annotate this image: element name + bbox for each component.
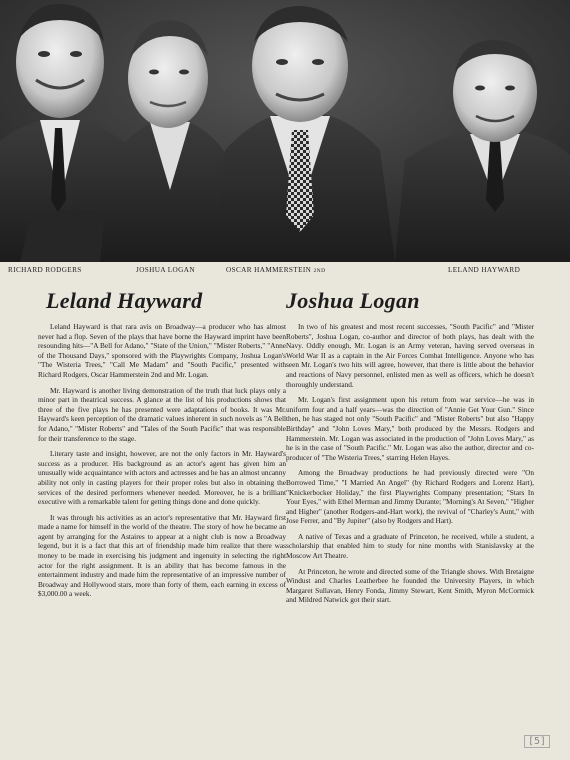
caption-name: JOSHUA LOGAN <box>136 266 195 274</box>
photo-captions <box>0 266 570 280</box>
caption-leland-hayward <box>448 266 520 274</box>
caption-richard-rodgers <box>8 266 82 274</box>
leland-hayward-paragraph-1: Leland Hayward is that rara avis on Broadway—a producer who has almost never had a flop. Seven of the plays that have borne the Hayward imprint have been resounding hits—"A Bell for Adano," "State of the Union," "Mister Roberts," "Anne of the Thousand Days," sponsored with the Playwrights Company, Joshua Logan's "The Wisteria Trees," "Call Me Madam" and "South Pacific," presented with Richard Rodgers, Oscar Hammerstein 2nd and Mr. Logan. <box>38 322 286 379</box>
caption-name: LELAND HAYWARD <box>448 266 521 274</box>
caption-joshua-logan <box>136 266 195 274</box>
caption-oscar-hammerstein <box>226 266 326 274</box>
joshua-logan-paragraph-3: Among the Broadway productions he had previously directed were "On Borrowed Time," "I Married An Angel" (by Richard Rodgers and Lorenz Hart), "Knickerbocker Holiday," the first Playwrights Company presentation; "Stars In Your Eyes," with Ethel Merman and Jimmy Durante; "Morning's At Seven," "Higher and Higher" (another Rodgers-and-Hart work), the revival of "Charley's Aunt," with Jose Ferrer, and "By Jupiter" (also by Rodgers and Hart). <box>286 468 534 526</box>
joshua-logan-column <box>286 288 534 611</box>
caption-name: RICHARD RODGERS <box>8 266 82 274</box>
leland-hayward-paragraph-4: It was through his activities as an actor's representative that Mr. Hayward first made a name for himself in the world of the theatre. The story of how he became an agent by arranging for the Astaires to appear at a night club is now a Broadway legend, but it is a fact that this art of friendship made him realize that there was money to be made in exercising his judgment and ingenuity in selecting the right actor for the right assignment. It is an ability that has become famous in the entertainment industry and made him the representative of an impressive number of Broadway and Hollywood stars, more than forty of them, each earning in excess of $3,000.00 a week. <box>38 512 286 599</box>
leland-hayward-paragraph-3: Literary taste and insight, however, are not the only factors in Mr. Hayward's success as a producer. His background as an actor's agent has given him an unusually wide acquaintance with actors and actresses and he has an almost uncanny ability not only in casting players for their proper roles but also in obtaining the services of the desired performers whenever needed. Moreover, he is a brilliant executive with a remarkable talent for getting things done and done quickly. <box>38 449 286 507</box>
joshua-logan-paragraph-2: Mr. Logan's first assignment upon his return from war service—he was in uniform four and a half years—was the direction of "Annie Get Your Gun." Since then, he has staged not only "South Pacific" and "Mister Roberts" but also "Happy Birthday" and "John Loves Mary," both produced by the Messrs. Rodgers and Hammerstein. Mr. Logan was associated in the production of "John Loves Mary," as he is in the case of "South Pacific." Mr. Logan was also the author, director and co-producer of "The Wisteria Trees," starring Helen Hayes. <box>286 395 534 462</box>
joshua-logan-paragraph-1: In two of his greatest and most recent successes, "South Pacific" and "Mister Roberts", Joshua Logan, co-author and director of both plays, has dealt with the Navy. Oddly enough, Mr. Logan is an Army veteran, having served overseas in World War II as a captain in the Air Forces Combat Intelligence. Anyone who has seen Mr. Logan's two hits will agree, however, that there is little about the behavior and reactions of Navy personnel, enlisted men as well as officers, which he doesn't thoroughly understand. <box>286 322 534 389</box>
joshua-logan-paragraph-5: At Princeton, he wrote and directed some of the Triangle shows. With Bretaigne Windust and Charles Leatherbee he founded the University Players, in which Margaret Sullavan, Henry Fonda, Jimmy Stewart, Kent Smith, Myron McCormick and Mildred Natwick got their start. <box>286 566 534 605</box>
group-photo <box>0 0 570 262</box>
joshua-logan-paragraph-4: A native of Texas and a graduate of Princeton, he received, while a student, a scholarship that enabled him to study for nine months with Stanislavsky at the Moscow Art Theatre. <box>286 531 534 561</box>
page-number: [5] <box>524 735 550 748</box>
leland-hayward-paragraph-2: Mr. Hayward is another living demonstration of the truth that luck plays only a minor part in theatrical success. A glance at the list of his productions shows that three of the five plays he has presented were adaptations of books. It was Mr. Hayward's keen perception of the dramatic values inherent in such novels as "A Bell for Adano," "Mister Roberts" and "Tales of the South Pacific" that was responsible for their transference to the stage. <box>38 385 286 443</box>
group-photo-illustration <box>0 0 570 262</box>
caption-suffix: 2ND <box>313 268 326 274</box>
joshua-logan-heading: Joshua Logan <box>286 288 420 313</box>
leland-hayward-column <box>38 288 286 605</box>
caption-name: OSCAR HAMMERSTEIN <box>226 266 312 274</box>
leland-hayward-heading: Leland Hayward <box>46 288 203 313</box>
